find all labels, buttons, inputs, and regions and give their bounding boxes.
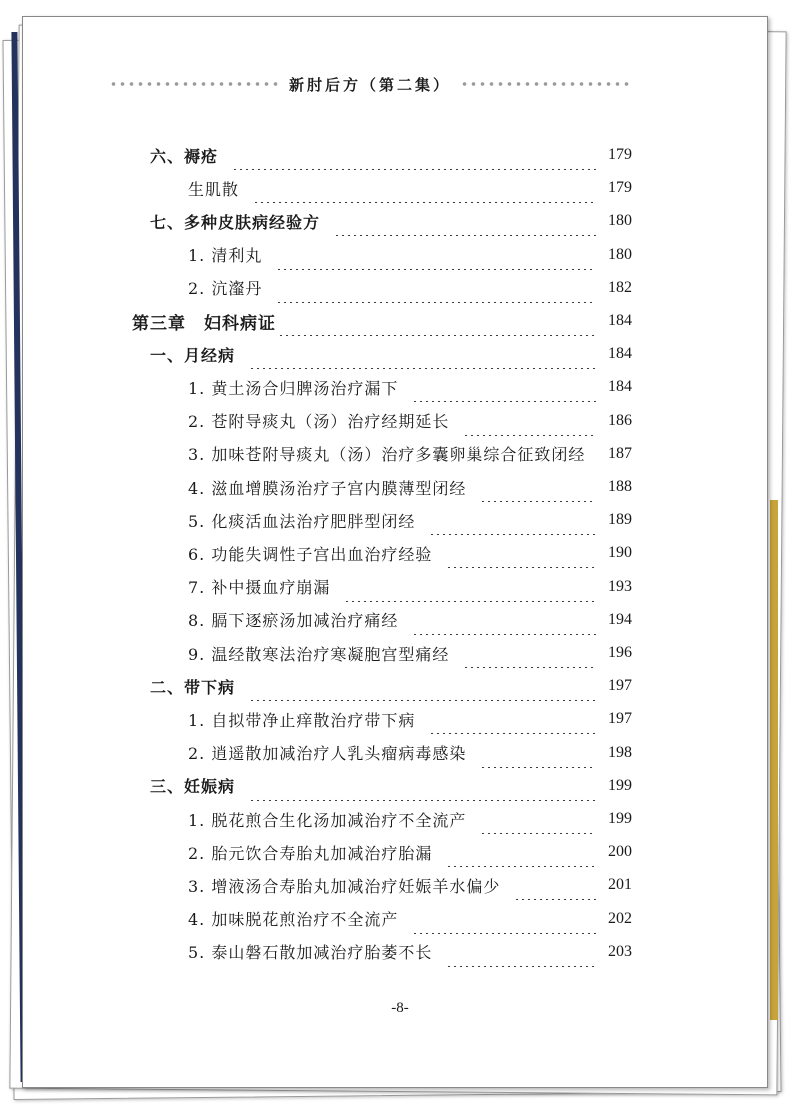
toc-entry-title: 7. 补中摄血疗崩漏 [188, 578, 331, 598]
toc-entry-title: 生肌散 [188, 179, 240, 199]
toc-page-number: 184 [608, 378, 632, 396]
toc-entry-title: 4. 滋血增膜汤治疗子宫内膜薄型闭经 [188, 478, 467, 498]
toc-chapter[interactable] [132, 306, 632, 336]
toc-entry-title: 2. 苍附导痰丸（汤）治疗经期延长 [188, 412, 450, 432]
dot-leader [463, 406, 596, 436]
toc-entry-title: 2. 胎元饮合寿胎丸加减治疗胎漏 [188, 843, 433, 863]
toc-entry-title: 5. 化痰活血法治疗肥胖型闭经 [188, 511, 416, 531]
header-title: 新肘后方（第二集） [289, 75, 452, 94]
toc-page-number: 180 [608, 245, 632, 263]
toc-page-number: 199 [608, 776, 632, 794]
dot-leader [249, 671, 596, 701]
running-header [110, 72, 630, 96]
toc-entry[interactable] [188, 837, 632, 867]
toc-page-number: 199 [608, 810, 632, 827]
toc-entry-title: 3. 增液汤合寿胎丸加减治疗妊娠羊水偏少 [188, 876, 501, 896]
toc-entry-title: 三、妊娠病 [150, 777, 236, 797]
dot-leader [429, 704, 596, 734]
toc-entry-title: 2. 沆瀣丹 [188, 279, 263, 299]
toc-entry[interactable] [188, 605, 632, 635]
toc-entry-title: 8. 膈下逐瘀汤加减治疗痛经 [188, 611, 399, 631]
toc-page-number: 189 [608, 511, 632, 529]
toc-entry[interactable] [188, 572, 632, 602]
toc-page-number: 179 [608, 179, 632, 197]
toc-entry-title: 3. 加味苍附导痰丸（汤）治疗多囊卵巢综合征致闭经 [188, 445, 586, 465]
dot-leader [480, 738, 596, 768]
toc-page-number: 179 [608, 146, 632, 163]
dot-leader [249, 339, 596, 369]
toc-page-number: 193 [608, 577, 632, 595]
toc-entry-title: 5. 泰山磐石散加减治疗胎萎不长 [188, 943, 433, 963]
toc-page-number: 184 [608, 312, 632, 329]
toc-entry-title: 二、带下病 [150, 677, 236, 697]
dot-leader [278, 306, 596, 336]
toc-entry[interactable] [188, 937, 632, 967]
toc-section[interactable] [150, 206, 632, 236]
dot-leader [480, 472, 596, 502]
dot-leader [344, 572, 596, 602]
toc-page-number: 200 [608, 843, 632, 861]
dot-leader [334, 206, 596, 236]
dot-leader [276, 240, 596, 270]
toc-entry[interactable] [188, 439, 632, 469]
toc-entry-title: 4. 加味脱花煎治疗不全流产 [188, 910, 399, 930]
book-spine-edge [770, 500, 778, 1020]
dot-leader [412, 372, 596, 402]
toc-entry-title: 第三章 妇科病证 [132, 313, 276, 334]
dot-leader [412, 605, 596, 635]
dot-leader [412, 904, 596, 934]
toc-section[interactable] [150, 771, 632, 801]
toc-entry[interactable] [188, 472, 632, 502]
toc-page-number: 197 [608, 677, 632, 695]
dot-leader [446, 937, 596, 967]
dot-leader [446, 837, 596, 867]
toc-entry[interactable] [188, 372, 632, 402]
toc-page-number: 194 [608, 610, 632, 628]
toc-entry-title: 2. 逍遥散加减治疗人乳头瘤病毒感染 [188, 744, 467, 764]
toc-entry[interactable] [188, 240, 632, 270]
toc-entry[interactable] [188, 638, 632, 668]
dot-leader [276, 273, 596, 303]
toc-section[interactable] [150, 671, 632, 701]
toc-entry[interactable] [188, 904, 632, 934]
toc-entry-title: 9. 温经散寒法治疗寒凝胞宫型痛经 [188, 644, 450, 664]
toc-entry-title: 六、褥疮 [150, 146, 219, 166]
dot-leader [253, 173, 596, 203]
header-ornament [110, 80, 279, 88]
toc-entry[interactable] [188, 173, 632, 203]
toc-entry-title: 6. 功能失调性子宫出血治疗经验 [188, 544, 433, 564]
page-number: -8- [391, 1000, 409, 1016]
toc-entry[interactable] [188, 406, 632, 436]
dot-leader [463, 638, 596, 668]
toc-page-number: 197 [608, 710, 632, 728]
toc-entry[interactable] [188, 505, 632, 535]
toc-entry-title: 一、月经病 [150, 345, 236, 365]
toc-entry[interactable] [188, 538, 632, 568]
toc-entry[interactable] [188, 804, 632, 834]
toc-page-number: 201 [608, 876, 632, 894]
toc-entry[interactable] [188, 273, 632, 303]
toc-page-number: 203 [608, 942, 632, 960]
toc-entry[interactable] [188, 704, 632, 734]
dot-leader [446, 538, 596, 568]
header-ornament [461, 80, 630, 88]
toc-entry-title: 1. 脱花煎合生化汤加减治疗不全流产 [188, 810, 467, 830]
dot-leader [249, 771, 596, 801]
toc-entry-title: 1. 自拟带净止痒散治疗带下病 [188, 710, 416, 730]
dot-leader [514, 870, 596, 900]
dot-leader [232, 140, 596, 170]
toc-entry-title: 1. 黄土汤合归脾汤治疗漏下 [188, 378, 399, 398]
toc-entry-title: 七、多种皮肤病经验方 [150, 212, 321, 232]
toc-page-number: 196 [608, 644, 632, 661]
toc-page-number: 198 [608, 743, 632, 761]
toc-section[interactable] [150, 339, 632, 369]
toc-page-number: 187 [608, 444, 632, 462]
toc-page-number: 190 [608, 544, 632, 562]
toc-page-number: 188 [608, 478, 632, 495]
toc-section[interactable] [150, 140, 632, 170]
dot-leader [429, 505, 596, 535]
toc-page-number: 180 [608, 212, 632, 230]
toc-page-number: 202 [608, 909, 632, 927]
toc-page-number: 184 [608, 345, 632, 363]
toc-page-number: 182 [608, 278, 632, 296]
toc-entry[interactable] [188, 870, 632, 900]
dot-leader [480, 804, 596, 834]
toc-entry[interactable] [188, 738, 632, 768]
toc-page-number: 186 [608, 411, 632, 429]
toc-entry-title: 1. 清利丸 [188, 246, 263, 266]
